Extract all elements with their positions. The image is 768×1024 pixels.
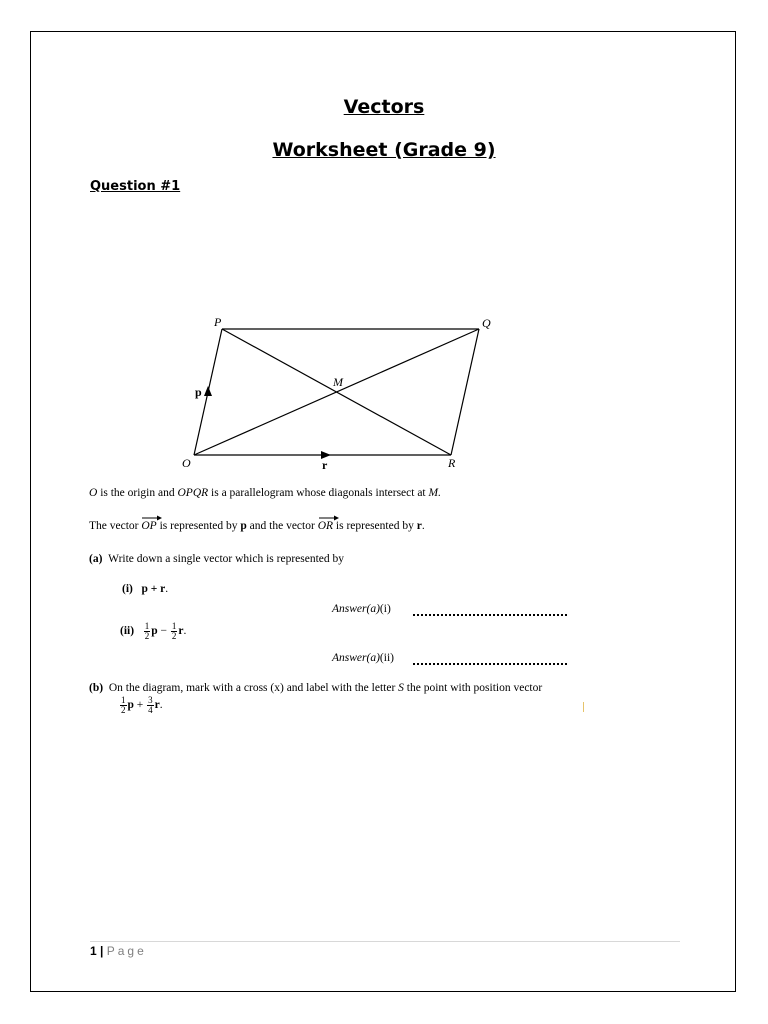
label-p-vertex: P: [214, 315, 222, 329]
label-q-vertex: Q: [482, 316, 491, 330]
vector-or: OR: [318, 520, 333, 532]
vector-arrow-icon: [319, 515, 339, 521]
stray-mark: [583, 702, 584, 712]
arrow-p: [204, 386, 212, 396]
intro-sentence: O is the origin and OPQR is a parallelogram whose diagonals intersect at M.: [89, 487, 441, 499]
fraction-three-quarters: $\frac{3}{4}$: [148, 695, 153, 715]
answer-a-ii: Answer(a)(ii): [332, 652, 394, 664]
page-subtitle: Worksheet (Grade 9): [272, 139, 496, 161]
fraction-half: $\frac{1}{2}$: [144, 621, 150, 641]
vector-definition-sentence: The vector OP is represented by p and the vector OR is represented by r.: [89, 520, 425, 532]
fraction-half: $\frac{1}{2}$: [171, 621, 177, 641]
part-a-instruction: (a) Write down a single vector which is represented by: [89, 553, 345, 565]
question-heading: Question #1: [90, 179, 181, 194]
label-vector-r: r: [322, 458, 328, 472]
part-b-position-vector: $\frac{1}{2}$ p + $\frac{3}{4}$ r.: [121, 695, 163, 715]
diagonal-oq: [194, 329, 479, 455]
part-b-instruction: (b) On the diagram, mark with a cross (x) and label with the letter S the point with position vector: [89, 682, 543, 694]
page-title: Vectors: [343, 96, 425, 118]
answer-a-i: Answer(a)(i): [332, 603, 391, 615]
answer-a-i-blank[interactable]: [413, 604, 567, 622]
label-o-vertex: O: [182, 456, 191, 470]
answer-a-ii-blank[interactable]: [413, 653, 567, 671]
page-word: Page: [106, 944, 147, 958]
label-r-vertex: R: [448, 456, 456, 470]
label-m-point: M: [333, 375, 343, 389]
page-footer: 1 | Page: [90, 944, 147, 958]
footer-divider: [90, 941, 680, 942]
vector-arrow-icon: [142, 515, 162, 521]
page-number: 1: [90, 944, 97, 958]
fraction-half: $\frac{1}{2}$: [121, 695, 126, 715]
part-a-i: (i) p + r.: [122, 583, 169, 595]
vector-op: OP: [141, 520, 156, 532]
side-qr: [451, 329, 479, 455]
part-a-ii: (ii) $\frac{1}{2}$ p − $\frac{1}{2}$ r.: [120, 621, 187, 641]
label-vector-p: p: [195, 385, 202, 399]
